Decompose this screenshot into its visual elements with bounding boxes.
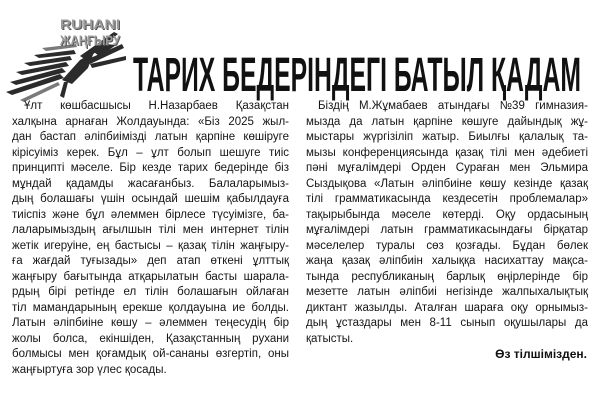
text-line: тіл мамандарының ерекше қолдауына ие болды. [12,301,289,314]
text-line: кірісуіміз керек. Бұл – ұлт болып шешуге тиіс [12,146,289,159]
text-line: мыстары жүргізіліп жатыр. Биылғы қалалық та- [306,131,588,143]
text-line: диктант жазылды. Аталған шараға оқу орнымыз- [306,301,588,314]
text-line: дан бастап әліпбиімізді латын қарпіне көшіруге [12,131,289,143]
text-line: тиіспіз және бұл әлеммен бірлесе түсуімізге, ба- [12,208,289,221]
text-line: дың ұстаздары мен 8-11 сынып оқушылары да [306,317,588,329]
text-line: халқына арнаған Жолдауында: «Біз 2025 жыл- [12,115,289,128]
text-line: болмысы мен қоғамдық ой-сананы өзгертіп, оны [12,348,289,360]
text-line: Біздің М.Жұмабаев атындағы №39 гимназия- [318,100,588,112]
text-line: мызы конференциясында қазақ тілі мен әдебиеті [306,146,588,159]
text-line: мәселелер туралы сөз қозғады. Бұдан бөлек [306,239,588,252]
text-line: мызда да латын қарпіне көшуге дайындық жұ- [306,115,588,128]
text-line: пәні мұғалімдері Орден Сураған мен Эльмира [306,162,588,174]
text-line: Ұлт көшбасшысы Н.Назарбаев Қазақстан [24,100,289,112]
left-text-column [12,99,289,378]
author-signature: Өз тілшімізден. [495,347,587,361]
eagle-tail [60,82,68,98]
text-line: тақырыбында мәселе көтерді. Оқу ордасының [306,208,588,221]
text-line: жаңа қазақ әліпбиін халыққа насихаттау мақса- [306,255,588,267]
text-line: мұндай қадамды жасағанбыз. Балаларымыз- [12,177,289,190]
logo-title-line1: RUHANI [60,16,120,32]
text-line: тында республиканың барлық өңірлерінде бір [306,270,588,283]
text-line: мезетте латын әліпбиі негізінде жалпыхалықтық [306,286,588,298]
text-line: қатысты. [306,332,354,345]
text-line: Латын әліпбиіне көшу – әлеммен теңесудің бір [12,317,289,329]
text-line: жолы болса, екіншіден, Қазақстанның рухани [12,332,289,345]
text-line: жетік игеруіне, ең бастысы – қазақ тілін жаңғыру- [12,239,289,252]
text-line: тілі грамматикасында кездесетін проблемалар» [306,193,588,205]
text-line: принципті мәселе. Бір кезде тарих бедерінде біз [12,162,289,174]
text-line: жаңғыртуға зор үлес қосады. [12,363,167,376]
text-line: рдың бірі ретінде ел тілін болашағын ойлаған [12,286,289,298]
logo-title-line2: ЖАҢҒЫРУ [60,32,120,48]
text-line: жаңғыру бағытында атқарылатын басты шарала- [12,270,289,283]
text-line: лаларымыздың ағылшын тілі мен интернет тілін [12,224,289,236]
text-line: мұғалімдері латын грамматикасындағы бірқатар [306,224,588,236]
text-line: Сыздықова «Латын әліпбиіне көшу кезінде қазақ [306,177,588,190]
text-line: дың болашағы үшін осындай шешім қабылдауға [12,193,289,205]
right-text-column [306,99,588,347]
article-headline: ТАРИХ БЕДЕРІНДЕГІ БАТЫЛ ҚАДАМ [133,49,581,102]
text-line: ға жағдай туғызады» деп атап өткені ұлттық [12,255,289,267]
